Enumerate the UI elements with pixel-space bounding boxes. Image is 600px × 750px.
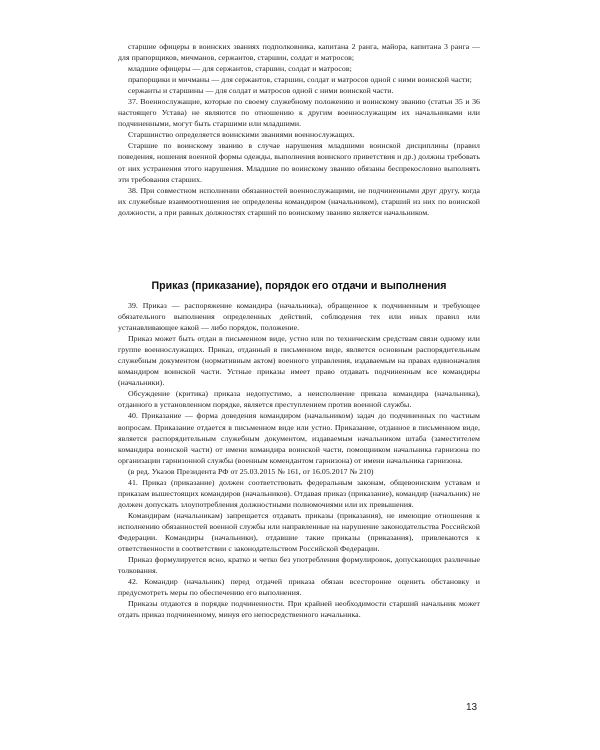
paragraph: 39. Приказ — распоряжение командира (начальника), обращенное к подчиненным и требующее обязательного выполнения определенных действий, соблюдения тех или иных правил или устанавливающее какой — либо порядок, положение. xyxy=(118,301,480,333)
paragraph: 40. Приказание — форма доведения командиром (начальником) задач до подчиненных по частным вопросам. Приказание отдается в письменном виде или устно. Приказание, отданное в письменном виде, является распорядительным служебным документом, издаваемым начальником штаба (заместителем командира воинской части) от имени командира воинской части, помощником начальника гарнизона по организации гарнизонной службы (военным комендантом гарнизона) от имени начальника гарнизона. xyxy=(118,411,480,465)
paragraph: Приказы отдаются в порядке подчиненности. При крайней необходимости старший начальник может отдать приказ подчиненному, минуя его непосредственного начальника. xyxy=(118,599,480,620)
section-heading: Приказ (приказание), порядок его отдачи и выполнения xyxy=(151,280,447,292)
paragraph: (в ред. Указов Президента РФ от 25.03.2015 № 161, от 16.05.2017 № 210) xyxy=(128,466,374,476)
paragraph: 41. Приказ (приказание) должен соответствовать федеральным законам, общевоинским уставам и приказам вышестоящих командиров (начальников). Отдавая приказ (приказание), командир (начальник) не должен допускать злоупотребления должностными полномочиями или их превышения. xyxy=(118,477,480,509)
paragraph: 38. При совместном исполнении обязанностей военнослужащими, не подчиненными друг другу, когда их служебные взаимоотношения не определены командиром (начальником), старший из них по воинской должности, а при равных должностях старший по воинскому званию является начальником. xyxy=(118,185,480,217)
paragraph: младшие офицеры — для сержантов, старшин, солдат и матросов; xyxy=(128,64,352,74)
page-number: 13 xyxy=(466,702,478,713)
paragraph: 37. Военнослужащие, которые по своему служебному положению и воинскому званию (статьи 35 и 36 настоящего Устава) не являются по отношению к другим военнослужащим их начальниками или подчиненными, могут быть старшими или младшими. xyxy=(118,97,480,129)
paragraph: сержанты и старшины — для солдат и матросов одной с ними воинской части. xyxy=(128,86,394,96)
paragraph: Старшинство определяется воинскими званиями военнослужащих. xyxy=(128,130,355,140)
paragraph: Приказ может быть отдан в письменном виде, устно или по техническим средствам связи одному или группе военнослужащих. Приказ, отданный в письменном виде, является основным распорядительным служебным документом (нормативным актом) военного управления, издаваемым на правах единоначалия командиром воинской части. Устные приказы имеет право отдавать подчиненным все командиры (начальники). xyxy=(118,334,480,388)
paragraph: старшие офицеры в воинских званиях подполковника, капитана 2 ранга, майора, капитана 3 ранга — для прапорщиков, мичманов, сержантов, старшин, солдат и матросов; xyxy=(118,42,480,63)
paragraph: Старшие по воинскому званию в случае нарушения младшими воинской дисциплины (правил поведения, ношения военной формы одежды, выполнения воинского приветствия и др.) должны требовать от них устранения этого нарушения. Младшие по воинскому званию обязаны беспрекословно выполнять эти требования старших. xyxy=(118,141,480,184)
paragraph: Обсуждение (критика) приказа недопустимо, а неисполнение приказа командира (начальника), отданного в установленном порядке, является преступлением против военной службы. xyxy=(118,389,480,410)
paragraph: 42. Командир (начальник) перед отдачей приказа обязан всесторонне оценить обстановку и предусмотреть меры по обеспечению его выполнения. xyxy=(118,577,480,598)
section-seniority xyxy=(118,41,480,218)
paragraph: Приказ формулируется ясно, кратко и четко без употребления формулировок, допускающих различные толкования. xyxy=(118,555,480,576)
section-orders xyxy=(118,300,480,620)
paragraph: Командирам (начальникам) запрещается отдавать приказы (приказания), не имеющие отношения к исполнению обязанностей военной службы или направленные на нарушение законодательства Российской Федерации. Командиры (начальники), отдавшие такие приказы (приказания), привлекаются к ответственности в соответствии с законодательством Российской Федерации. xyxy=(118,510,480,554)
paragraph: прапорщики и мичманы — для сержантов, старшин, солдат и матросов одной с ними воинской части; xyxy=(128,75,472,85)
